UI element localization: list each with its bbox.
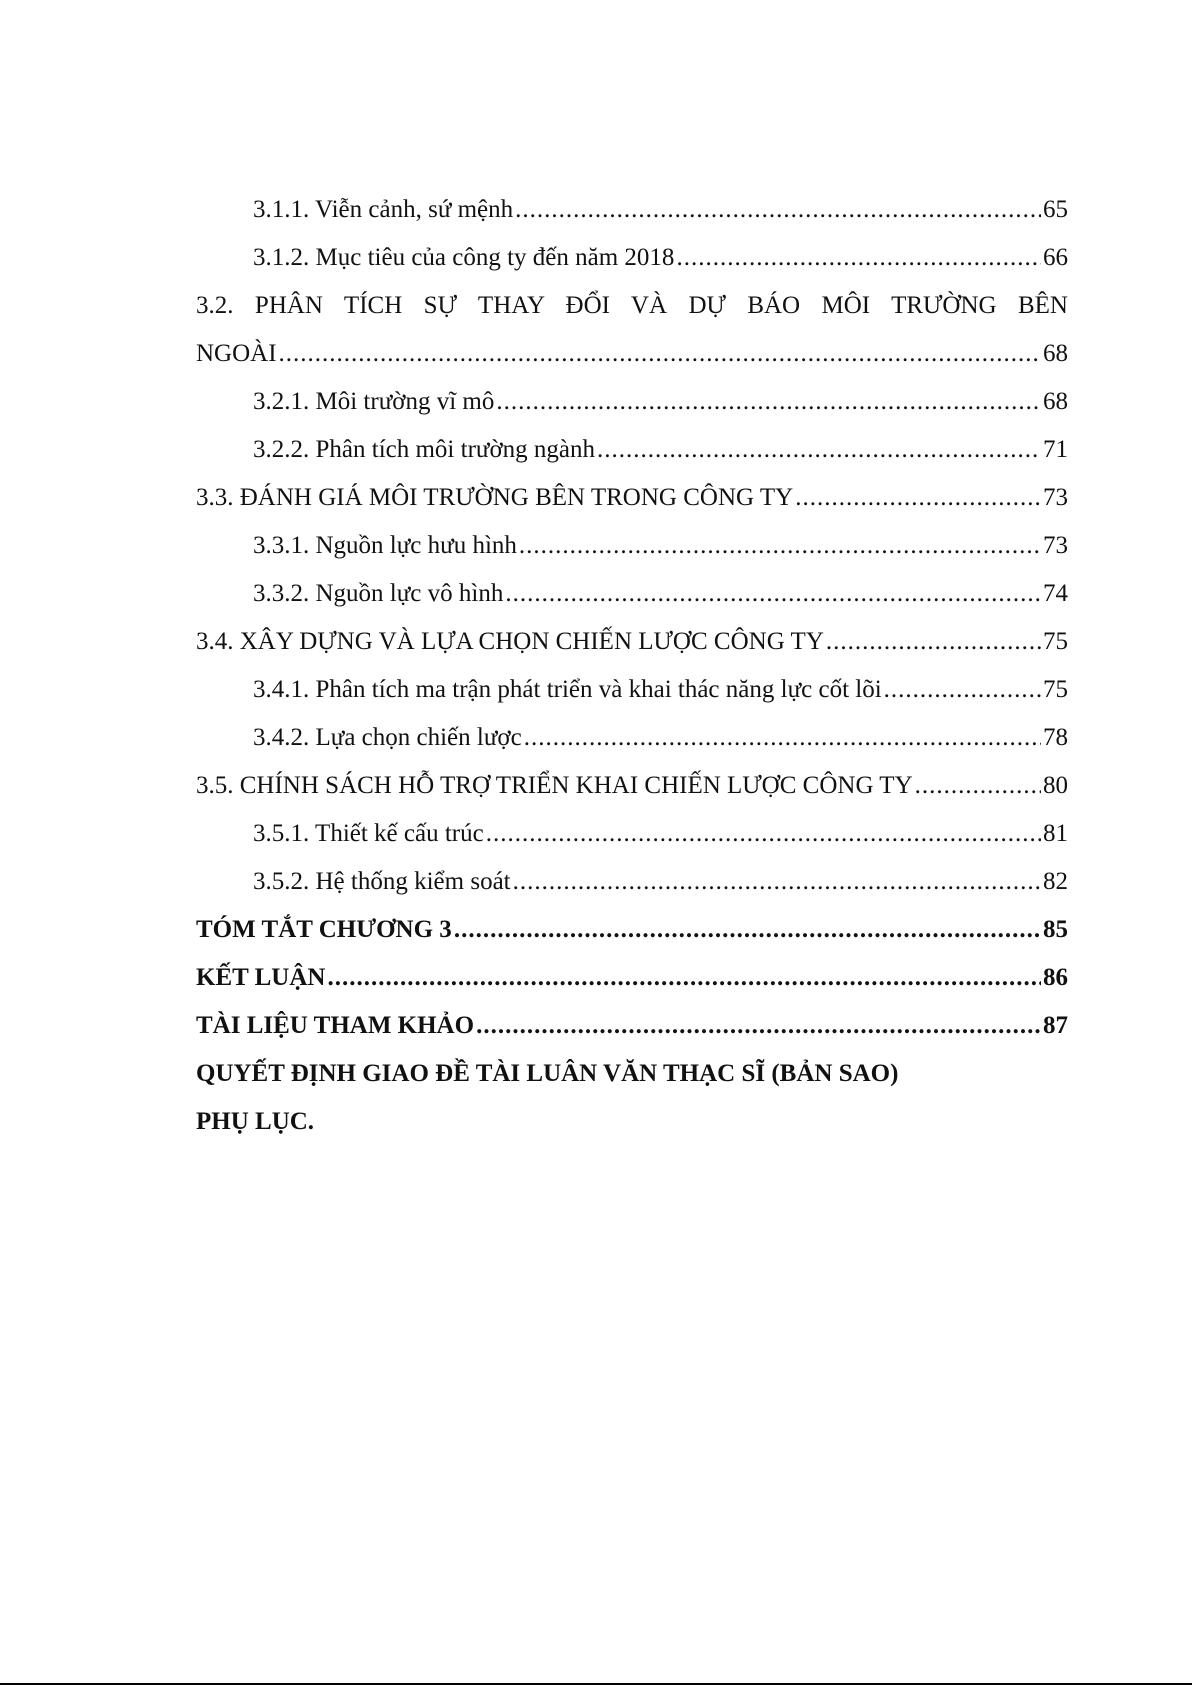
toc-entry[interactable] (196, 762, 1068, 810)
toc-entry-label: 3.5.1. Thiết kế cấu trúc (253, 820, 484, 847)
toc-entry-page: 75 (1043, 676, 1068, 703)
toc-entry[interactable] (196, 234, 1068, 282)
toc-entry-page: 87 (1043, 1012, 1068, 1039)
toc-entry-page: 73 (1043, 484, 1068, 511)
toc-leader-dots (454, 906, 1041, 954)
toc-entry[interactable] (196, 1050, 1068, 1098)
toc-entry-label: TÀI LIỆU THAM KHẢO (196, 1012, 475, 1039)
toc-entry-label: 3.3.1. Nguồn lực hưu hình (253, 532, 517, 559)
toc-entry-label: 3.1.1. Viễn cảnh, sứ mệnh (253, 196, 514, 223)
table-of-contents (196, 186, 1068, 1146)
toc-leader-dots (327, 954, 1041, 1002)
toc-leader-dots (884, 666, 1041, 714)
toc-leader-dots (476, 1002, 1041, 1050)
toc-entry-page: 81 (1043, 820, 1068, 847)
toc-entry-page: 86 (1043, 964, 1068, 991)
toc-entry-page: 74 (1043, 580, 1068, 607)
toc-leader-dots (505, 570, 1041, 618)
toc-entry[interactable] (196, 954, 1068, 1002)
toc-entry[interactable] (196, 186, 1068, 234)
toc-entry[interactable] (196, 474, 1068, 522)
toc-entry-page: 68 (1043, 388, 1068, 415)
toc-entry[interactable] (196, 810, 1068, 858)
toc-entry-label: 3.1.2. Mục tiêu của công ty đến năm 2018 (253, 244, 675, 271)
toc-leader-dots (915, 762, 1041, 810)
toc-entry-page: 82 (1043, 868, 1068, 895)
toc-entry-page: 85 (1043, 916, 1068, 943)
toc-entry-label: 3.5.2. Hệ thống kiểm soát (253, 868, 511, 895)
toc-entry[interactable] (196, 378, 1068, 426)
toc-entry-label: PHỤ LỤC. (196, 1108, 315, 1135)
toc-entry[interactable] (196, 1002, 1068, 1050)
toc-entry[interactable] (196, 714, 1068, 762)
toc-leader-dots (513, 858, 1041, 906)
toc-entry-label: 3.3. ĐÁNH GIÁ MÔI TRƯỜNG BÊN TRONG CÔNG TY (196, 484, 794, 511)
toc-entry[interactable] (196, 1098, 1068, 1146)
toc-entry-page: 65 (1043, 196, 1068, 223)
toc-entry-label: 3.2. PHÂN TÍCH SỰ THAY ĐỔI VÀ DỰ BÁO MÔI TRƯỜNG BÊN (196, 292, 1068, 319)
toc-entry-label: 3.4.1. Phân tích ma trận phát triển và khai thác năng lực cốt lõi (253, 676, 882, 703)
toc-entry[interactable] (196, 570, 1068, 618)
toc-entry[interactable] (196, 858, 1068, 906)
toc-entry-label: QUYẾT ĐỊNH GIAO ĐỀ TÀI LUÂN VĂN THẠC SĨ (BẢN SAO) (196, 1060, 899, 1087)
toc-leader-dots (676, 234, 1041, 282)
toc-entry-page: 80 (1043, 772, 1068, 799)
toc-entry-page: 68 (1043, 340, 1068, 367)
toc-entry-page: 71 (1043, 436, 1068, 463)
toc-entry[interactable] (196, 282, 1068, 330)
toc-entry-label: 3.3.2. Nguồn lực vô hình (253, 580, 504, 607)
toc-leader-dots (279, 330, 1041, 378)
toc-entry-page: 75 (1043, 628, 1068, 655)
toc-entry-label: 3.2.1. Môi trường vĩ mô (253, 388, 495, 415)
toc-entry[interactable] (196, 522, 1068, 570)
toc-leader-dots (486, 810, 1041, 858)
toc-leader-dots (496, 378, 1041, 426)
toc-entry-label: TÓM TẮT CHƯƠNG 3 (196, 916, 452, 943)
toc-entry[interactable] (196, 330, 1068, 378)
toc-entry-page: 78 (1043, 724, 1068, 751)
toc-leader-dots (519, 522, 1041, 570)
toc-entry-page: 66 (1043, 244, 1068, 271)
toc-leader-dots (795, 474, 1041, 522)
toc-entry[interactable] (196, 426, 1068, 474)
toc-entry-label: 3.4.2. Lựa chọn chiến lược (253, 724, 522, 751)
toc-leader-dots (597, 426, 1041, 474)
toc-leader-dots (524, 714, 1041, 762)
toc-leader-dots (515, 186, 1041, 234)
toc-entry[interactable] (196, 618, 1068, 666)
toc-entry[interactable] (196, 666, 1068, 714)
toc-entry-label: NGOÀI (196, 340, 277, 367)
toc-entry-label: 3.5. CHÍNH SÁCH HỖ TRỢ TRIỂN KHAI CHIẾN LƯỢC CÔNG TY (196, 772, 913, 799)
toc-entry-page: 73 (1043, 532, 1068, 559)
toc-entry-label: 3.2.2. Phân tích môi trường ngành (253, 436, 596, 463)
toc-entry-label: 3.4. XÂY DỰNG VÀ LỰA CHỌN CHIẾN LƯỢC CÔNG TY (196, 628, 824, 655)
toc-entry-label: KẾT LUẬN (196, 964, 326, 991)
toc-leader-dots (826, 618, 1041, 666)
toc-entry[interactable] (196, 906, 1068, 954)
